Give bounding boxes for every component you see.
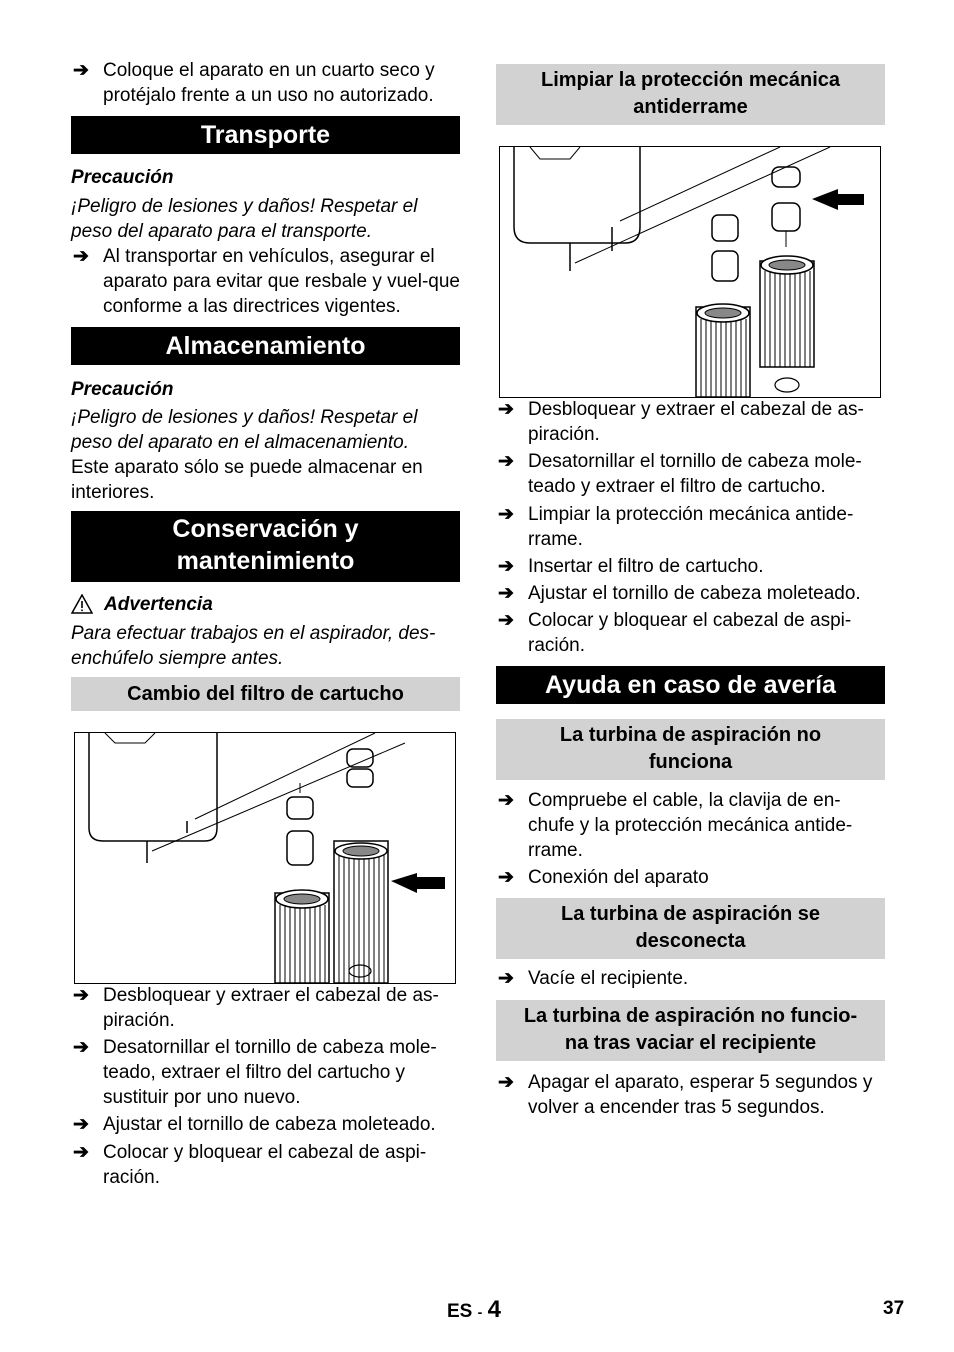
section-title-ayuda: Ayuda en caso de avería [496, 666, 885, 704]
footer-section-number: ES - 4 [447, 1296, 501, 1323]
caution-text: ¡Peligro de lesiones y daños! Respetar el peso del aparato en el almacenamiento. [71, 407, 418, 453]
subsection-title-desconecta: La turbina de aspiración se desconecta [496, 898, 885, 959]
list-item: ➔ Coloque el aparato en un cuarto seco y protéjalo frente a un uso no autorizado. [73, 60, 435, 106]
subsection-title-cambio-filtro: Cambio del filtro de cartucho [71, 677, 460, 711]
section-title-transporte: Transporte [71, 116, 460, 154]
warning-text: Para efectuar trabajos en el aspirador, des-enchúfelo siempre antes. [71, 623, 436, 669]
arrow-right-icon: ➔ [73, 1114, 89, 1135]
subsection-title-tras-vaciar: La turbina de aspiración no funcio- na tras vaciar el recipiente [496, 1000, 885, 1061]
arrow-right-icon: ➔ [498, 968, 514, 989]
arrow-right-icon: ➔ [73, 246, 89, 267]
arrow-right-icon: ➔ [498, 610, 514, 631]
antispill-cleaning-illustration [499, 146, 881, 398]
list-item: ➔ Conexión del aparato [498, 867, 709, 888]
subsection-title-limpiar: Limpiar la protección mecánica antiderrame [496, 64, 885, 125]
list-item: ➔ Desatornillar el tornillo de cabeza mole-teado y extraer el filtro de cartucho. [498, 451, 862, 497]
list-item: ➔ Vacíe el recipiente. [498, 968, 689, 989]
arrow-right-icon: ➔ [73, 985, 89, 1006]
arrow-right-icon: ➔ [498, 556, 514, 577]
arrow-right-icon: ➔ [73, 1037, 89, 1058]
caution-label: Precaución [71, 167, 174, 188]
arrow-right-icon: ➔ [498, 867, 514, 888]
list-item: ➔ Colocar y bloquear el cabezal de aspi-ración. [498, 610, 852, 656]
list-item: ➔ Compruebe el cable, la clavija de en-chufe y la protección mecánica antide-rrame. [498, 790, 853, 861]
arrow-right-icon: ➔ [498, 583, 514, 604]
subsection-title-no-funciona: La turbina de aspiración no funciona [496, 719, 885, 780]
section-title-almacenamiento: Almacenamiento [71, 327, 460, 365]
caution-text: ¡Peligro de lesiones y daños! Respetar el peso del aparato para el transporte. [71, 196, 418, 242]
body-text: Este aparato sólo se puede almacenar en interiores. [71, 457, 423, 503]
filter-change-illustration [74, 732, 456, 984]
arrow-right-icon: ➔ [498, 504, 514, 525]
list-item: ➔ Insertar el filtro de cartucho. [498, 556, 764, 577]
arrow-right-icon: ➔ [498, 790, 514, 811]
caution-label: Precaución [71, 379, 174, 400]
page-number: 37 [883, 1298, 905, 1319]
arrow-right-icon: ➔ [498, 399, 514, 420]
list-item: ➔ Desbloquear y extraer el cabezal de as-piración. [73, 985, 439, 1031]
list-item: ➔ Ajustar el tornillo de cabeza moleteado. [498, 583, 861, 604]
list-item: ➔ Apagar el aparato, esperar 5 segundos y volver a encender tras 5 segundos. [498, 1072, 873, 1118]
list-item: ➔ Ajustar el tornillo de cabeza moleteado. [73, 1114, 436, 1135]
list-item: ➔ Al transportar en vehículos, asegurar el aparato para evitar que resbale y vuel-que conforme a las directrices vigentes. [73, 246, 461, 317]
list-item: ➔ Limpiar la protección mecánica antide-rrame. [498, 504, 854, 550]
arrow-right-icon: ➔ [73, 1142, 89, 1163]
list-item: ➔ Desbloquear y extraer el cabezal de as-piración. [498, 399, 864, 445]
list-item: ➔ Desatornillar el tornillo de cabeza mole-teado, extraer el filtro del cartucho y sustituir por uno nuevo. [73, 1037, 437, 1108]
arrow-right-icon: ➔ [498, 1072, 514, 1093]
warning-triangle-icon [71, 594, 93, 614]
arrow-right-icon: ➔ [498, 451, 514, 472]
arrow-right-icon: ➔ [73, 60, 89, 81]
list-item: ➔ Colocar y bloquear el cabezal de aspi-ración. [73, 1142, 427, 1188]
section-title-conservacion: Conservación y mantenimiento [71, 511, 460, 582]
